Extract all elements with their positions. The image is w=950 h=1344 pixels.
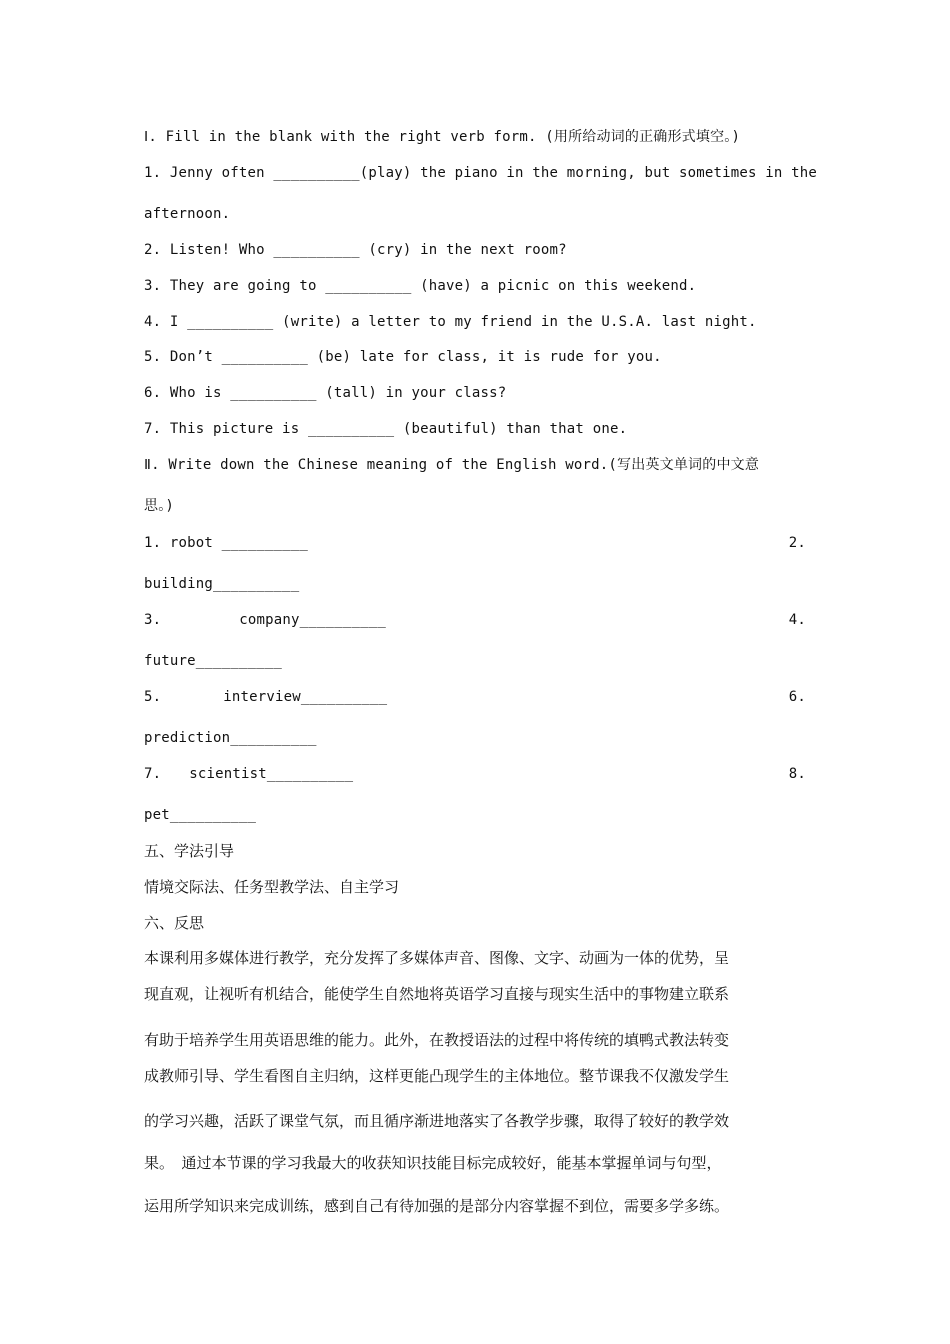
question-5: 5. Don’t __________ (be) late for class, it is rude for you. <box>144 349 662 365</box>
vocab-item-1 <box>144 533 308 553</box>
vocab-num: 7. <box>144 766 162 782</box>
question-1-text: 1. Jenny often __________(play) the piano in the morning, but sometimes in the <box>144 165 818 181</box>
vocab-word: interview__________ <box>223 689 388 705</box>
section2-heading-line2: 思。) <box>144 498 175 514</box>
vocab-num: 1. <box>144 535 162 551</box>
vocab-row-2 <box>144 610 806 630</box>
question-7: 7. This picture is __________ (beautiful) than that one. <box>144 421 628 437</box>
reflection-line-4: 成教师引导、学生看图自主归纳，这样更能凸现学生的主体地位。整节课我不仅激发学生 <box>144 1067 730 1085</box>
reflection-line-7: 运用所学知识来完成训练，感到自己有待加强的是部分内容掌握不到位，需要多学多练。 <box>144 1197 730 1215</box>
section2-heading-line1: Ⅱ. Write down the Chinese meaning of the English word.(写出英文单词的中文意 <box>144 457 760 473</box>
question-6: 6. Who is __________ (tall) in your class? <box>144 385 507 401</box>
vocab-num-next: 4. <box>788 612 806 628</box>
question-4: 4. I __________ (write) a letter to my friend in the U.S.A. last night. <box>144 314 757 330</box>
vocab-word: robot __________ <box>169 535 308 551</box>
reflection-line-2: 现直观，让视听有机结合，能使学生自然地将英语学习直接与现实生活中的事物建立联系 <box>144 985 730 1003</box>
vocab-num-next: 6. <box>788 689 806 705</box>
question-1-line2: afternoon. <box>144 206 231 222</box>
vocab-item-8: pet__________ <box>144 807 257 823</box>
reflection-line-1: 本课利用多媒体进行教学，充分发挥了多媒体声音、图像、文字、动画为一体的优势，呈 <box>144 949 730 967</box>
vocab-word: company__________ <box>239 612 386 628</box>
vocab-item-5 <box>144 687 387 707</box>
vocab-item-2: building__________ <box>144 576 300 592</box>
reflection-line-5: 的学习兴趣，活跃了课堂气氛，而且循序渐进地落实了各教学步骤，取得了较好的教学效 <box>144 1112 730 1130</box>
vocab-num: 3. <box>144 612 162 628</box>
vocab-row-3 <box>144 687 806 707</box>
section6-heading: 六、反思 <box>144 914 205 932</box>
vocab-row-4 <box>144 764 806 784</box>
vocab-word: scientist__________ <box>189 766 354 782</box>
vocab-item-6: prediction__________ <box>144 730 317 746</box>
reflection-line-6: 果。 通过本节课的学习我最大的收获知识技能目标完成较好，能基本掌握单词与句型， <box>144 1154 722 1172</box>
vocab-num-next: 8. <box>788 766 806 782</box>
section5-heading: 五、学法引导 <box>144 842 235 860</box>
vocab-item-7 <box>144 764 353 784</box>
reflection-line-3: 有助于培养学生用英语思维的能力。此外，在教授语法的过程中将传统的填鸭式教法转变 <box>144 1031 730 1049</box>
section5-content: 情境交际法、任务型教学法、自主学习 <box>144 878 400 896</box>
question-1-line1 <box>144 163 818 183</box>
vocab-item-3 <box>144 610 386 630</box>
question-3: 3. They are going to __________ (have) a picnic on this weekend. <box>144 278 697 294</box>
vocab-num-next: 2. <box>788 535 806 551</box>
section1-heading: Ⅰ. Fill in the blank with the right verb form. (用所给动词的正确形式填空。) <box>144 129 741 145</box>
question-2: 2. Listen! Who __________ (cry) in the next room? <box>144 242 567 258</box>
vocab-item-4: future__________ <box>144 653 283 669</box>
vocab-num: 5. <box>144 689 162 705</box>
vocab-row-1 <box>144 533 806 553</box>
